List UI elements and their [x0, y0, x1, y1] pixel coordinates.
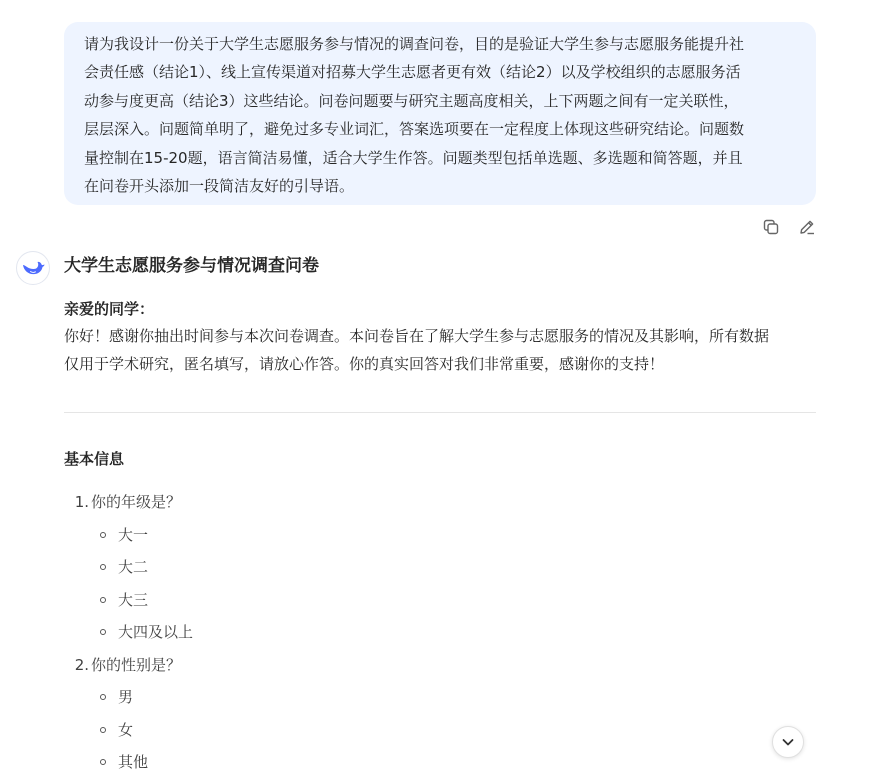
- user-message-line: 会责任感（结论1）、线上宣传渠道对招募大学生志愿者更有效（结论2）以及学校组织的志愿服务活: [84, 63, 741, 82]
- question-item: [64, 486, 764, 649]
- option-label: 男: [118, 688, 134, 706]
- section-divider: [64, 412, 816, 413]
- user-message-line: 请为我设计一份关于大学生志愿服务参与情况的调查问卷，目的是验证大学生参与志愿服务能提升社: [84, 35, 745, 53]
- user-message-line: 量控制在15-20题，语言简洁易懂，适合大学生作答。问题类型包括单选题、多选题和简答题，并且: [84, 148, 743, 167]
- question-list: [64, 486, 764, 770]
- user-message-line: 在问卷开头添加一段简洁友好的引导语。: [84, 177, 355, 196]
- option-label: 大一: [118, 525, 149, 544]
- question-text: 你的年级是？: [91, 493, 182, 511]
- option-label: 女: [118, 720, 134, 739]
- scroll-to-bottom-button[interactable]: [772, 726, 804, 758]
- questionnaire-title: 大学生志愿服务参与情况调查问卷: [64, 256, 319, 276]
- bullet-circle-icon: [100, 532, 106, 538]
- intro-paragraph: [64, 322, 820, 378]
- bullet-circle-icon: [100, 727, 106, 733]
- option-item: [64, 681, 764, 714]
- whale-logo-icon: [21, 258, 45, 278]
- copy-icon: [762, 218, 780, 236]
- message-actions: [760, 216, 818, 238]
- assistant-avatar: [16, 251, 50, 285]
- user-message-bubble: [64, 22, 816, 205]
- bullet-circle-icon: [100, 597, 106, 603]
- option-item: [64, 584, 764, 617]
- question-text: 你的性别是？: [91, 655, 182, 674]
- intro-line: 你好！感谢你抽出时间参与本次问卷调查。本问卷旨在了解大学生参与志愿服务的情况及其影响，所有数据: [64, 327, 770, 345]
- option-label: 大二: [118, 558, 149, 576]
- bullet-circle-icon: [100, 629, 106, 635]
- user-message-line: 层层深入。问题简单明了，避免过多专业词汇，答案选项要在一定程度上体现这些研究结论。问题数: [84, 120, 745, 139]
- question-number: 2.: [74, 655, 89, 674]
- intro-line: 仅用于学术研究，匿名填写，请放心作答。你的真实回答对我们非常重要，感谢你的支持！: [64, 355, 665, 373]
- edit-icon: [798, 218, 816, 236]
- user-message-line: 动参与度更高（结论3）这些结论。问卷问题要与研究主题高度相关，上下两题之间有一定关联性，: [84, 91, 739, 110]
- greeting: 亲爱的同学：: [64, 300, 155, 318]
- option-label: 其他: [118, 753, 149, 770]
- section-title-basic-info: 基本信息: [64, 450, 125, 468]
- bullet-circle-icon: [100, 759, 106, 765]
- option-list: [64, 681, 764, 770]
- copy-button[interactable]: [760, 216, 782, 238]
- edit-button[interactable]: [796, 216, 818, 238]
- option-item: [64, 714, 764, 747]
- option-list: [64, 519, 764, 649]
- option-label: 大四及以上: [118, 623, 194, 641]
- option-item: [64, 746, 764, 770]
- option-label: 大三: [118, 590, 149, 609]
- option-item: [64, 616, 764, 649]
- option-item: [64, 519, 764, 552]
- bullet-circle-icon: [100, 694, 106, 700]
- question-number: 1.: [74, 493, 89, 511]
- chevron-down-icon: [781, 735, 795, 749]
- assistant-answer: [64, 252, 820, 378]
- bullet-circle-icon: [100, 564, 106, 570]
- option-item: [64, 551, 764, 584]
- question-item: [64, 649, 764, 770]
